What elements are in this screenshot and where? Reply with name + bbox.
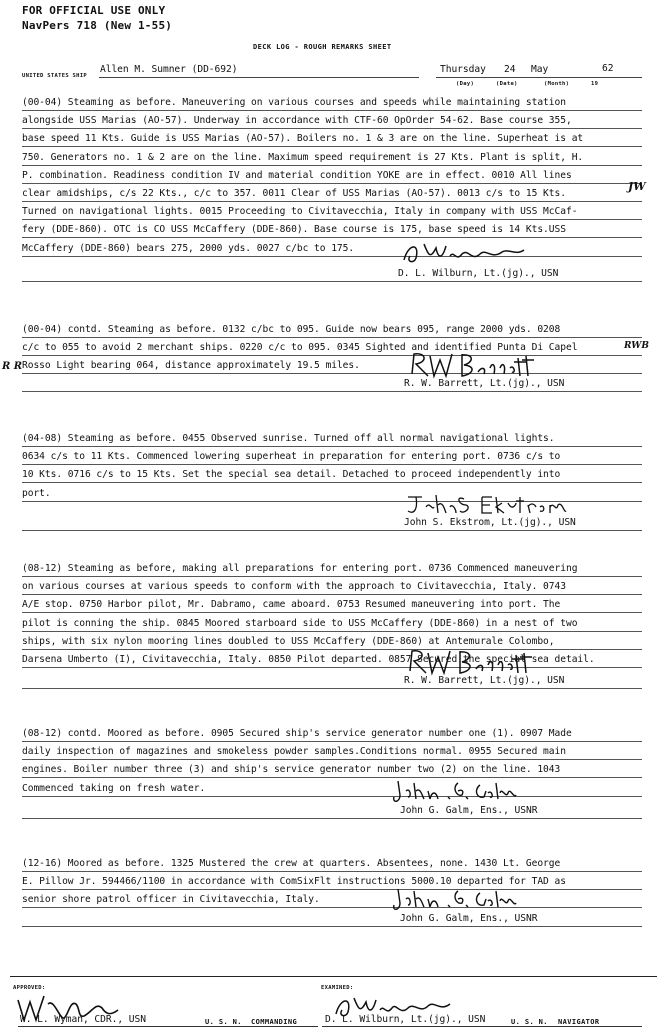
log-line: pilot is conning the ship. 0845 Moored starboard side to USS McCaffery (DDE-860) in a nest of two — [22, 617, 578, 629]
sheet-title: DECK LOG - ROUGH REMARKS SHEET — [253, 43, 392, 51]
log-line: (12-16) Moored as before. 1325 Mustered the crew at quarters. Absentees, none. 1430 Lt. George — [22, 858, 561, 869]
log-line: E. Pillow Jr. 594466/1100 in accordance with ComSixFlt instructions 5000.10 departed for TAD as — [22, 876, 566, 888]
signature-typed: D. L. Wilburn, Lt.(jg)., USN — [398, 268, 559, 279]
ruled-line — [22, 871, 642, 872]
log-line: Rosso Light bearing 064, distance approximately 19.5 miles. — [22, 360, 360, 372]
margin-initials-superheat: JW — [628, 180, 646, 193]
log-line: alongside USS Marias (AO-57). Underway in accordance with CTF-60 OpOrder 54-62. Base course 355, — [22, 115, 572, 127]
log-line: ships, with six nylon mooring lines doubled to USS McCaffery (DDE-860) at Antemurale Colombo, — [22, 635, 555, 647]
ruled-line — [22, 146, 642, 147]
log-line: P. combination. Readiness condition IV and material condition YOKE are in effect. 0010 All lines — [22, 169, 572, 181]
ruled-line — [22, 926, 642, 927]
log-line: clear amidships, c/s 22 Kts., c/c to 357. 0011 Clear of USS Marias (AO-57). 0013 c/s to 15 Kts. — [22, 188, 566, 199]
ruled-line — [22, 741, 642, 742]
ruled-line — [22, 530, 642, 531]
ruled-line — [22, 482, 642, 483]
log-month: May — [531, 64, 549, 75]
log-line: port. — [22, 487, 51, 499]
log-line: base speed 11 Kts. Guide is USS Marias (AO-57). Boilers no. 1 & 3 are on the line. Superheat is at — [22, 133, 584, 145]
approved-typed-name: W. L. Wyman, CDR., USN — [20, 1014, 146, 1025]
signature-script — [388, 775, 558, 807]
log-year: 62 — [602, 63, 614, 74]
ruled-line — [22, 281, 642, 282]
ruled-line — [22, 391, 642, 392]
approved-role: COMMANDING — [251, 1018, 298, 1026]
log-line: (00-04) Steaming as before. Maneuvering on various courses and speeds while maintaining station — [22, 97, 566, 108]
ruled-line — [22, 128, 642, 129]
examined-label: EXAMINED: — [321, 985, 354, 991]
ruled-line — [22, 464, 642, 465]
signature-typed: John G. Galm, Ens., USNR — [400, 913, 538, 924]
ruled-line — [22, 818, 642, 819]
log-date: 24 — [504, 64, 516, 75]
log-line: on various courses at various speeds to conform with the approach to Civitavecchia, Italy. 0743 — [22, 581, 566, 593]
signature-script — [406, 645, 576, 677]
log-line: c/c to 055 to avoid 2 merchant ships. 0220 c/c to 095. 0345 Sighted and identified Punta Di Capel — [22, 342, 578, 354]
date-rule — [436, 77, 642, 78]
day-caption: (Day) — [456, 81, 475, 87]
log-line: senior shore patrol officer in Civitavecchia, Italy. — [22, 894, 320, 906]
signature-typed: R. W. Barrett, Lt.(jg)., USN — [404, 378, 565, 389]
signature-script — [404, 487, 574, 519]
approved-service: U. S. N. — [205, 1018, 242, 1026]
month-caption: (Month) — [544, 81, 570, 87]
signature-script — [388, 883, 558, 915]
ship-label: UNITED STATES SHIP — [22, 73, 88, 79]
log-line: Turned on navigational lights. 0015 Proceeding to Civitavecchia, Italy in company with USS McCaf- — [22, 206, 578, 218]
ship-name-rule — [99, 77, 419, 78]
ship-name: Allen M. Sumner (DD-692) — [100, 64, 238, 75]
ruled-line — [22, 219, 642, 220]
ruled-line — [22, 576, 642, 577]
ruled-line — [22, 110, 642, 111]
ruled-line — [22, 759, 642, 760]
log-line: Commenced taking on fresh water. — [22, 782, 206, 794]
ruled-line — [22, 201, 642, 202]
form-number: NavPers 718 (New 1-55) — [22, 19, 173, 32]
signature-script — [398, 238, 568, 270]
margin-initials-rosso: R R — [2, 361, 23, 372]
signature-typed: R. W. Barrett, Lt.(jg)., USN — [404, 675, 565, 686]
log-line: Darsena Umberto (I), Civitavecchia, Italy. 0850 Pilot departed. 0857 Secured the special sea detail. — [22, 654, 595, 665]
classification-marking: FOR OFFICIAL USE ONLY — [22, 4, 166, 17]
ruled-line — [22, 631, 642, 632]
approved-label: APPROVED: — [13, 985, 46, 991]
ruled-line — [22, 446, 642, 447]
log-line: A/E stop. 0750 Harbor pilot, Mr. Dabramo, came aboard. 0753 Resumed maneuvering into port. The — [22, 599, 561, 611]
log-line: 750. Generators no. 1 & 2 are on the line. Maximum speed requirement is 27 Kts. Plant is split, H. — [22, 151, 584, 163]
log-line: 10 Kts. 0716 c/s to 15 Kts. Set the special sea detail. Detached to proceed independently into — [22, 469, 561, 481]
log-line: McCaffery (DDE-860) bears 275, 2000 yds. 0027 c/bc to 175. — [22, 242, 355, 254]
examined-rule — [322, 1026, 642, 1027]
ruled-line — [22, 337, 642, 338]
log-line: (04-08) Steaming as before. 0455 Observed sunrise. Turned off all normal navigational lights. — [22, 433, 555, 444]
margin-correction-capel: RWB — [624, 341, 649, 351]
signature-typed: John S. Ekstrom, Lt.(jg)., USN — [404, 517, 576, 528]
signature-script — [408, 348, 578, 380]
examined-typed-name: D. L. Wilburn, Lt.(jg)., USN — [325, 1014, 486, 1025]
ruled-line — [22, 183, 642, 184]
ruled-line — [22, 165, 642, 166]
log-line: daily inspection of magazines and smokeless powder samples.Conditions normal. 0955 Secured main — [22, 746, 566, 758]
approved-rule — [18, 1026, 318, 1027]
log-day: Thursday — [440, 64, 486, 75]
log-line: (00-04) contd. Steaming as before. 0132 c/bc to 095. Guide now bears 095, range 2000 yds. 0208 — [22, 324, 561, 335]
log-line: engines. Boiler number three (3) and ship's service generator number two (2) on the line. 1043 — [22, 764, 561, 776]
signature-typed: John G. Galm, Ens., USNR — [400, 805, 538, 816]
log-line: (08-12) contd. Moored as before. 0905 Secured ship's service generator number one (1). 0907 Made — [22, 728, 572, 739]
year-prefix: 19 — [591, 81, 599, 87]
date-caption: (Date) — [496, 81, 518, 87]
log-line: 0634 c/s to 11 Kts. Commenced lowering superheat in preparation for entering port. 0736 c/s to — [22, 451, 561, 463]
ruled-line — [22, 612, 642, 613]
log-line: fery (DDE-860). OTC is CO USS McCaffery (DDE-860). Base course is 175, base speed is 14 Kts.USS — [22, 224, 566, 236]
ruled-line — [22, 688, 642, 689]
examined-service: U. S. N. — [511, 1018, 548, 1026]
examined-role: NAVIGATOR — [558, 1018, 600, 1026]
ruled-line — [22, 594, 642, 595]
footer-rule — [10, 976, 657, 977]
log-line: (08-12) Steaming as before, making all preparations for entering port. 0736 Commenced maneuvering — [22, 563, 578, 574]
